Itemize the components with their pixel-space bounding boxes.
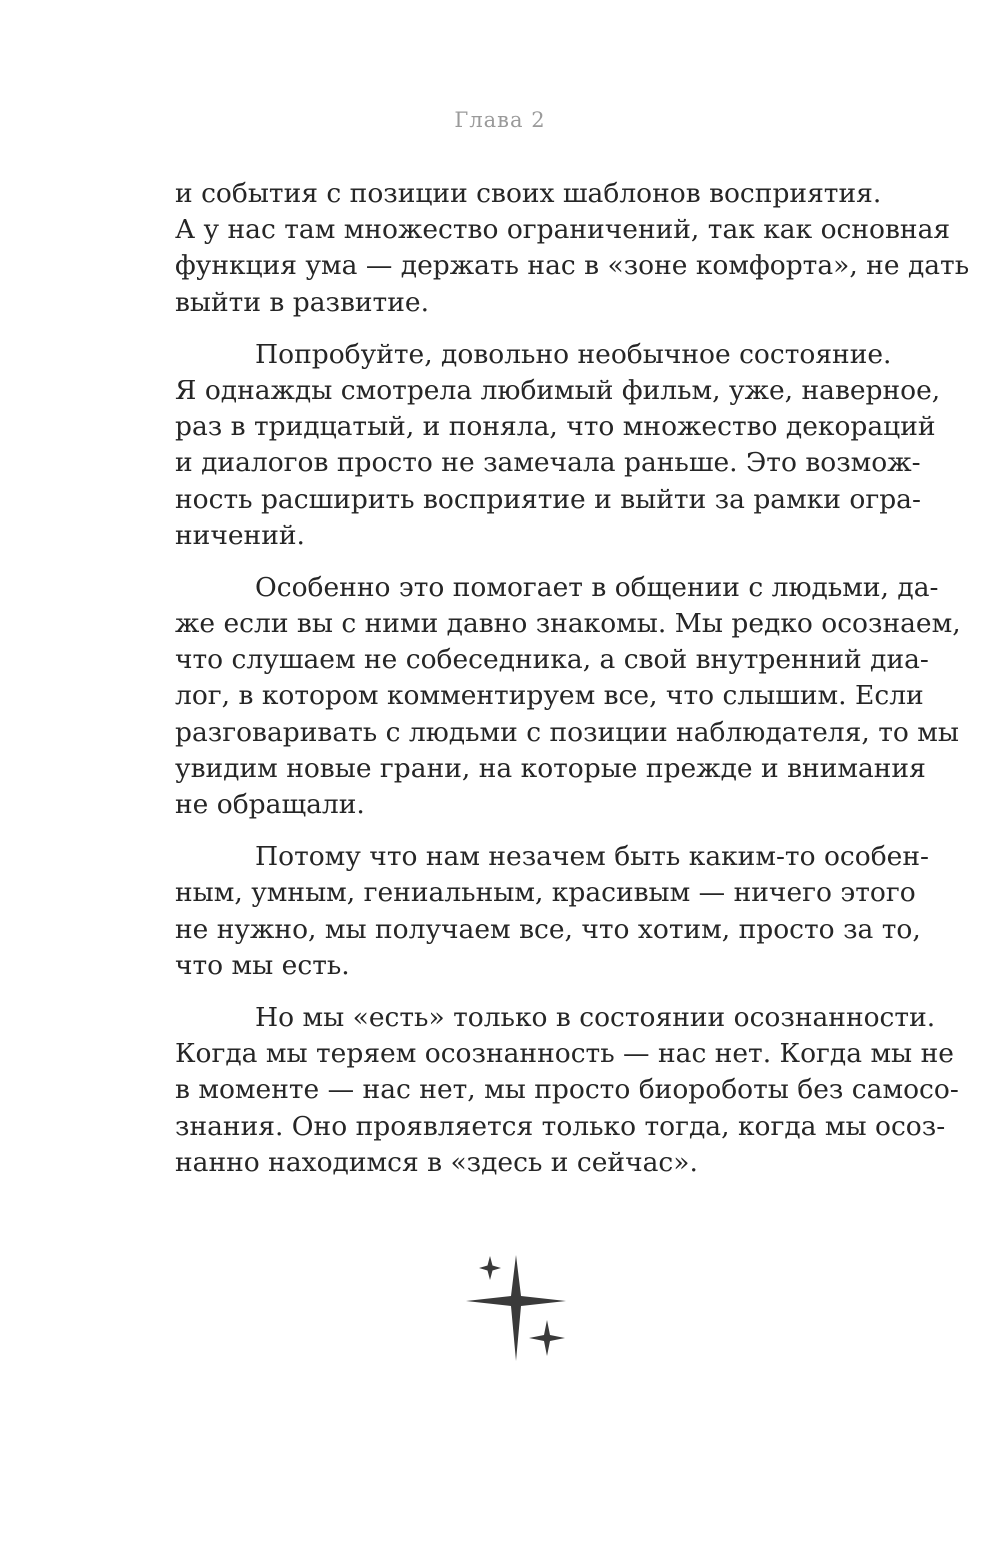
text-line: и диалогов просто не замечала раньше. Это возмож- bbox=[175, 447, 921, 479]
text-line: знания. Оно проявляется только тогда, когда мы осоз- bbox=[175, 1110, 946, 1142]
running-head: Глава 2 bbox=[454, 108, 546, 132]
text-line: функция ума — держать нас в «зоне комфорта», не дать bbox=[175, 250, 970, 282]
text-line: ность расширить восприятие и выйти за рамки огра- bbox=[175, 483, 921, 515]
paragraph-1 bbox=[175, 176, 970, 321]
text-line: раз в тридцатый, и поняла, что множество декораций bbox=[175, 411, 936, 443]
text-line: разговаривать с людьми с позиции наблюдателя, то мы bbox=[175, 716, 959, 748]
text-line: в моменте — нас нет, мы просто биороботы без самосо- bbox=[175, 1074, 959, 1106]
text-line: же если вы с ними давно знакомы. Мы редко осознаем, bbox=[175, 608, 961, 640]
paragraph-4 bbox=[175, 839, 929, 984]
text-line: нанно находимся в «здесь и сейчас». bbox=[175, 1146, 698, 1178]
paragraph-3 bbox=[175, 570, 961, 823]
text-line: лог, в котором комментируем все, что слышим. Если bbox=[175, 680, 924, 712]
sparkle-stars-icon bbox=[462, 1253, 572, 1365]
text-line: ничений. bbox=[175, 519, 305, 551]
text-line: не нужно, мы получаем все, что хотим, просто за то, bbox=[175, 913, 921, 945]
small-star-top-left-shape bbox=[479, 1256, 501, 1280]
text-line: Я однажды смотрела любимый фильм, уже, наверное, bbox=[175, 374, 941, 406]
text-line: А у нас там множество ограничений, так как основная bbox=[175, 214, 951, 246]
text-line: ным, умным, гениальным, красивым — ничего этого bbox=[175, 877, 916, 909]
paragraph-5 bbox=[175, 1000, 959, 1181]
text-line: и события с позиции своих шаблонов восприятия. bbox=[175, 178, 882, 209]
text-line: что слушаем не собеседника, а свой внутренний диа- bbox=[175, 644, 929, 676]
body-text bbox=[175, 176, 970, 1197]
text-line: Но мы «есть» только в состоянии осознанности. bbox=[255, 1001, 936, 1033]
text-line: не обращали. bbox=[175, 789, 365, 820]
text-line: выйти в развитие. bbox=[175, 286, 429, 318]
small-star-bottom-right-shape bbox=[529, 1320, 565, 1356]
text-line: Особенно это помогает в общении с людьми, да- bbox=[255, 571, 939, 603]
text-line: увидим новые грани, на которые прежде и внимания bbox=[175, 752, 926, 784]
paragraph-2 bbox=[175, 337, 941, 554]
large-star-shape bbox=[466, 1255, 566, 1361]
text-line: Попробуйте, довольно необычное состояние. bbox=[255, 338, 892, 370]
text-line: Когда мы теряем осознанность — нас нет. Когда мы не bbox=[175, 1038, 954, 1070]
text-line: что мы есть. bbox=[175, 949, 350, 981]
text-line: Потому что нам незачем быть каким-то особен- bbox=[255, 841, 929, 873]
